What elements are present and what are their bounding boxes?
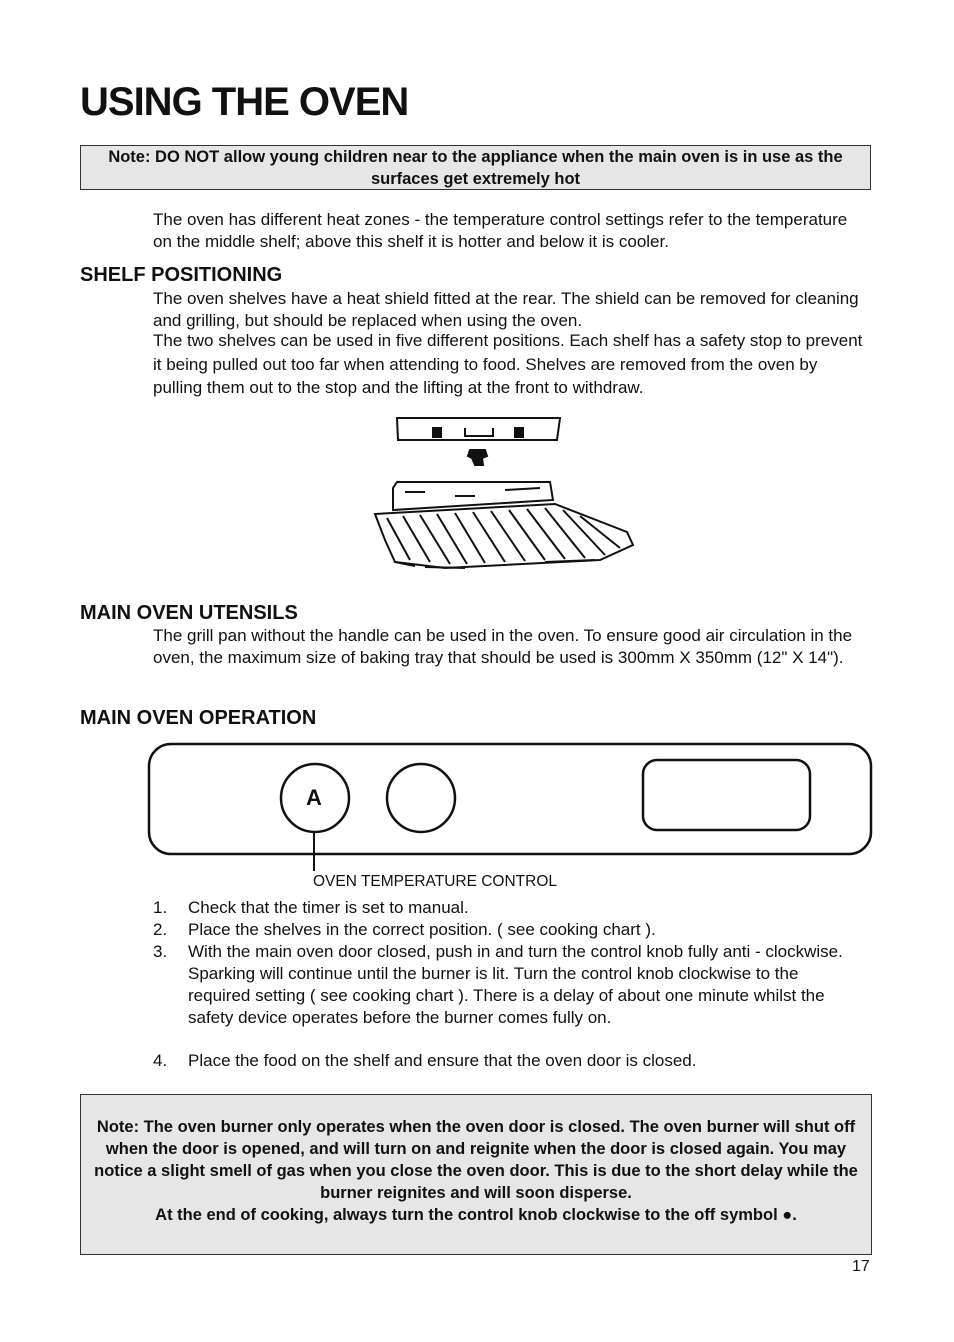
warning-note-children: Note: DO NOT allow young children near to the appliance when the main oven is in use as the surfaces get extremely hot xyxy=(80,145,871,190)
utensils-paragraph: The grill pan without the handle can be used in the oven. To ensure good air circulation in the oven, the maximum size of baking tray that should be used is 300mm X 350mm (12" X 14"). xyxy=(153,626,853,667)
step-number: 2. xyxy=(153,920,168,939)
list-item xyxy=(153,919,843,941)
arrow-down-icon xyxy=(468,450,487,465)
heading-shelf-positioning: SHELF POSITIONING xyxy=(80,264,283,286)
off-symbol-icon: ● xyxy=(782,1206,793,1224)
step-text: With the main oven door closed, push in and turn the control knob fully anti - clockwise. Sparking will continue until the burner is lit. Turn the control knob clockwise to the required setting ( see cooking chart ). There is a delay of about one minute whilst the safety device operates before the burner comes fully on. xyxy=(188,942,843,1027)
step-number: 4. xyxy=(153,1051,168,1070)
intro-paragraph: The oven has different heat zones - the temperature control settings refer to the temperature on the middle shelf; above this shelf it is hotter and below it is cooler. xyxy=(153,210,848,251)
burner-operation-note xyxy=(80,1094,872,1255)
shelf-paragraph-1: The oven shelves have a heat shield fitted at the rear. The shield can be removed for cleaning and grilling, but should be replaced when using the oven. xyxy=(153,289,859,330)
list-item xyxy=(153,897,843,919)
knob-label-a: A xyxy=(306,785,322,810)
note-final-line xyxy=(81,1204,871,1226)
heading-main-oven-operation: MAIN OVEN OPERATION xyxy=(80,707,317,729)
heading-main-oven-utensils: MAIN OVEN UTENSILS xyxy=(80,602,298,624)
step-text: Place the shelves in the correct position. ( see cooking chart ). xyxy=(188,920,656,939)
timer-display xyxy=(643,760,810,830)
list-item xyxy=(153,1050,843,1072)
page-number: 17 xyxy=(852,1258,870,1275)
note-off-instruction: At the end of cooking, always turn the control knob clockwise to the off symbol xyxy=(155,1206,778,1224)
step-text: Place the food on the shelf and ensure that the oven door is closed. xyxy=(188,1051,697,1070)
note-body: Note: The oven burner only operates when the oven door is closed. The oven burner will shut off when the door is opened, and will turn on and reignite when the door is closed again. You may notice a slight smell of gas when you close the oven door. This is due to the short delay while the burner reignites and will soon disperse. xyxy=(94,1118,858,1202)
control-panel-diagram xyxy=(146,741,876,873)
second-knob xyxy=(387,764,455,832)
step-number: 3. xyxy=(153,942,168,961)
oven-temperature-control-caption: OVEN TEMPERATURE CONTROL xyxy=(313,873,558,890)
shelf-removal-illustration xyxy=(365,410,645,575)
page-title: USING THE OVEN xyxy=(80,80,409,124)
shelf-paragraph-2: The two shelves can be used in five different positions. Each shelf has a safety stop to prevent it being pulled out too far when attending to food. Shelves are removed from the oven by pulling them out to the stop and the lifting at the front to withdraw. xyxy=(153,331,863,397)
list-item xyxy=(153,941,843,1051)
step-text: Check that the timer is set to manual. xyxy=(188,898,469,917)
step-number: 1. xyxy=(153,898,168,917)
note-end-punctuation: . xyxy=(792,1206,797,1224)
